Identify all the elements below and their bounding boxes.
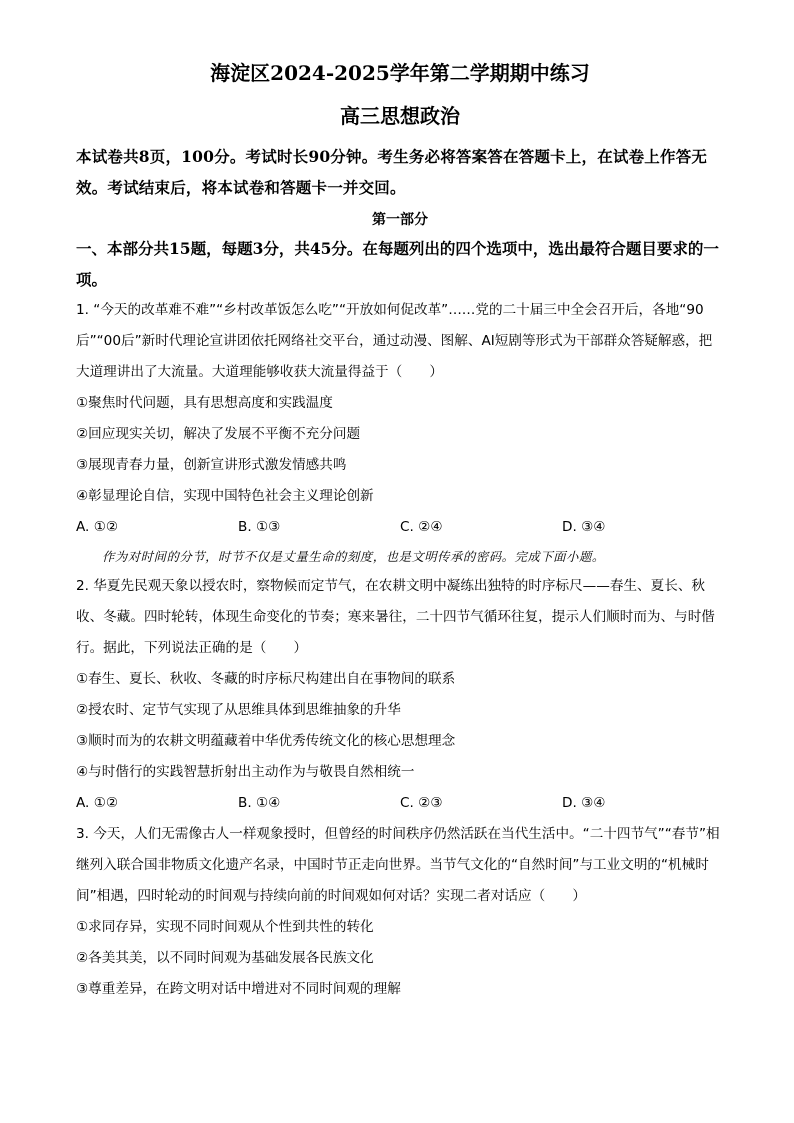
statement: ③尊重差异，在跨文明对话中增进对不同时间观的理解 (76, 981, 401, 997)
question-3 (76, 819, 724, 1005)
statement: ①聚焦时代问题，具有思想高度和实践温度 (76, 395, 333, 411)
question-1 (76, 295, 724, 543)
statement: ②回应现实关切，解决了发展不平衡不充分问题 (76, 426, 361, 442)
answer-options (76, 788, 724, 819)
option-d: D. ③④ (562, 795, 606, 811)
page-subtitle: 高三思想政治 (340, 104, 460, 128)
option-b: B. ①④ (238, 795, 281, 811)
statement: ③展现青春力量，创新宣讲形式激发情感共鸣 (76, 457, 347, 473)
statement: ①求同存异，实现不同时间观从个性到共性的转化 (76, 919, 374, 935)
statement: ③顺时而为的农耕文明蕴藏着中华优秀传统文化的核心思想理念 (76, 733, 456, 749)
option-d: D. ③④ (562, 519, 606, 535)
option-c: C. ②③ (400, 795, 443, 811)
statement: ④彰显理论自信，实现中国特色社会主义理论创新 (76, 488, 374, 504)
question-stem: 3. 今天，人们无需像古人一样观象授时，但曾经的时间秩序仍然活跃在当代生活中。“二十四节气”“春节”相继列入联合国非物质文化遗产名录，中国时节正走向世界。当节气文化的“自然时间”与工业文明的“机械时间”相遇，四时轮动的时间观与持续向前的时间观如何对话？实现二者对话应（ ） (76, 826, 720, 904)
statement: ②各美其美，以不同时间观为基础发展各民族文化 (76, 950, 374, 966)
option-c: C. ②④ (400, 519, 443, 535)
option-a: A. ①② (76, 519, 119, 535)
statement: ④与时偕行的实践智慧折射出主动作为与敬畏自然相统一 (76, 764, 415, 780)
exam-page (76, 58, 724, 1005)
option-b: B. ①③ (238, 519, 281, 535)
reading-note: 作为对时间的分节，时节不仅是丈量生命的刻度，也是文明传承的密码。完成下面小题。 (102, 549, 605, 564)
option-a: A. ①② (76, 795, 119, 811)
exam-instructions: 本试卷共8页，100分。考试时长90分钟。考生务必将答案答在答题卡上，在试卷上作答无效。考试结束后，将本试卷和答题卡一并交回。 (76, 147, 708, 197)
answer-options (76, 512, 724, 543)
question-2 (76, 571, 724, 819)
statement: ①春生、夏长、秋收、冬藏的时序标尺构建出自在事物间的联系 (76, 671, 456, 687)
section-heading: 第一部分 (372, 212, 428, 228)
page-title: 海淀区2024-2025学年第二学期期中练习 (210, 61, 590, 85)
question-stem: 1. “今天的改革难不难”“乡村改革饭怎么吃”“开放如何促改革”……党的二十届三中全会召开后，各地“90后”“00后”新时代理论宣讲团依托网络社交平台，通过动漫、图解、AI短剧等形式为干部群众答疑解惑，把大道理讲出了大流量。大道理能够收获大流量得益于（ ） (76, 302, 713, 380)
part-description: 一、本部分共15题，每题3分，共45分。在每题列出的四个选项中，选出最符合题目要求的一项。 (76, 239, 719, 289)
question-stem: 2. 华夏先民观天象以授农时，察物候而定节气，在农耕文明中凝练出独特的时序标尺——春生、夏长、秋收、冬藏。四时轮转，体现生命变化的节奏；寒来暑往，二十四节气循环往复，提示人们顺时而为、与时偕行。据此，下列说法正确的是（ ） (76, 578, 715, 656)
statement: ②授农时、定节气实现了从思维具体到思维抽象的升华 (76, 702, 401, 718)
